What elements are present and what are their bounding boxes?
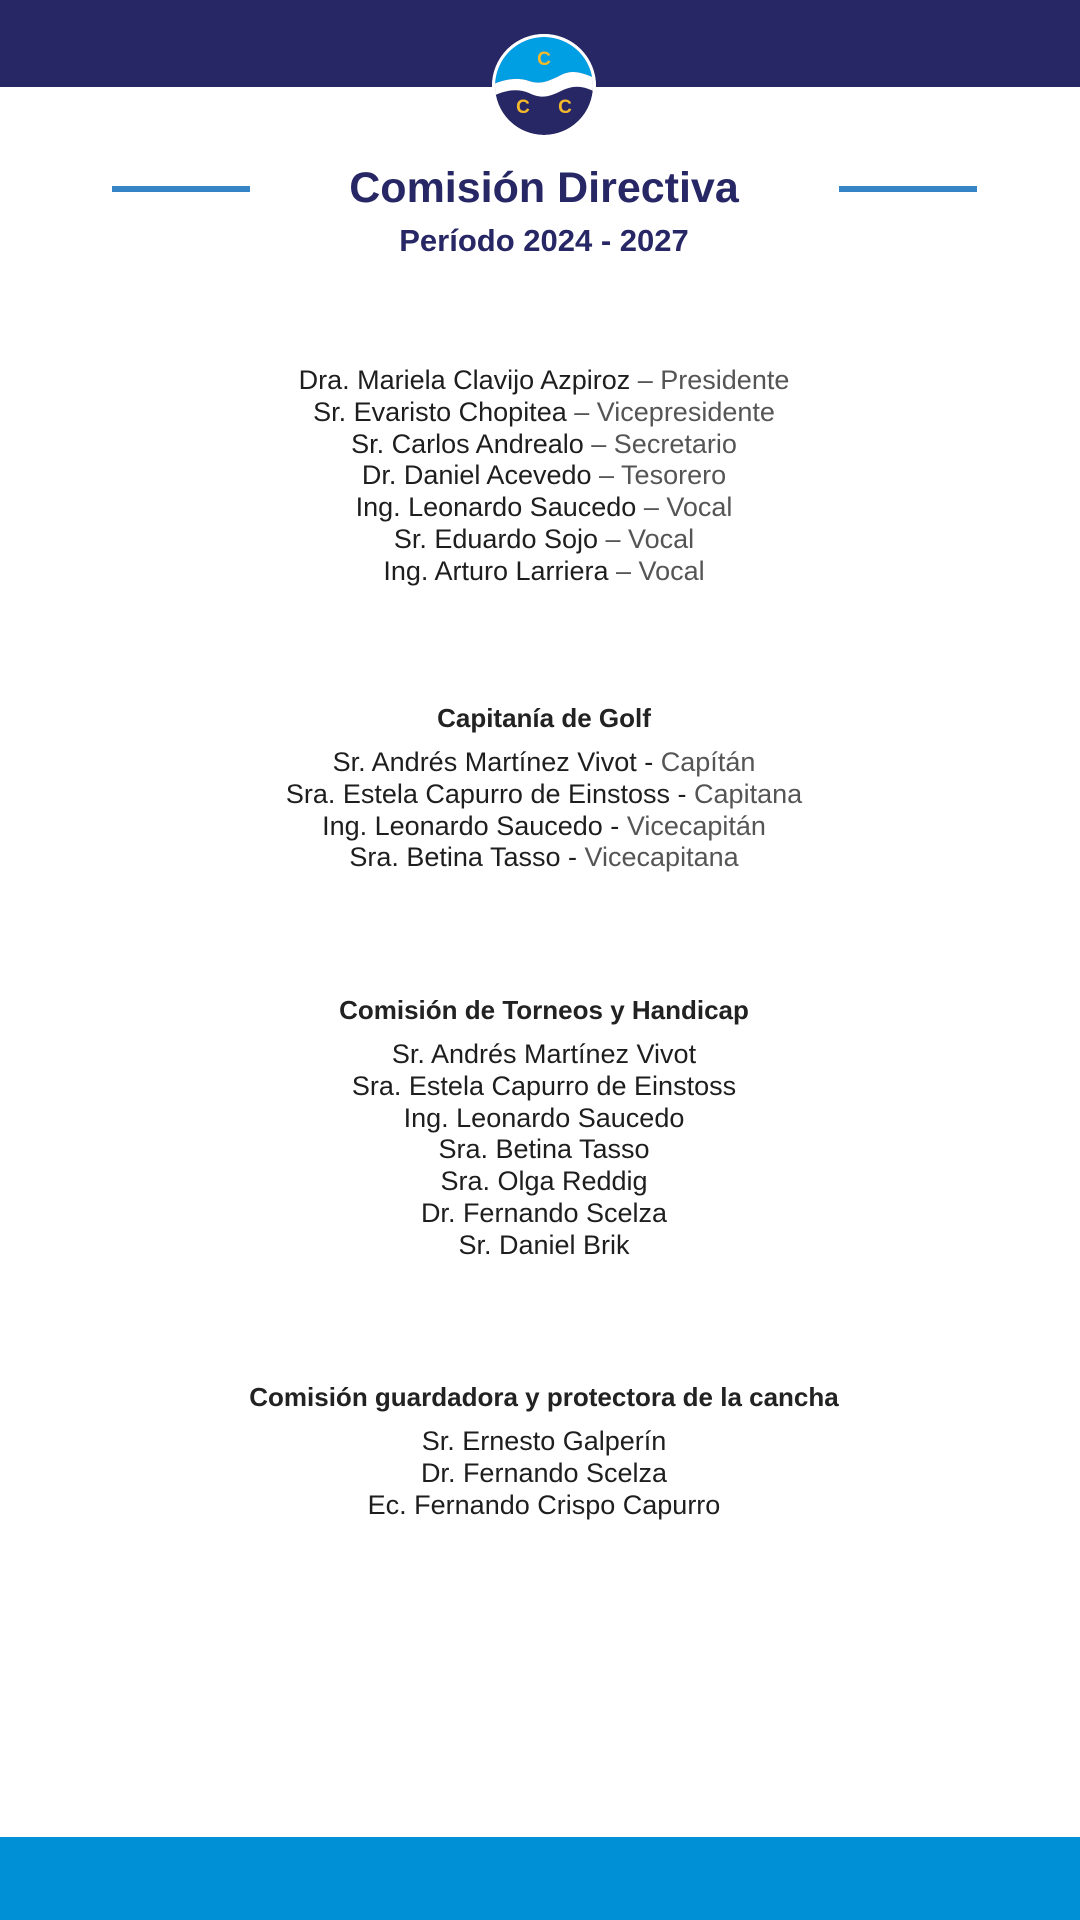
member-name: Dra. Mariela Clavijo Azpiroz xyxy=(298,365,631,395)
list-item: Dr. Fernando Scelza xyxy=(420,1457,668,1488)
member-name: Sra. Betina Tasso - xyxy=(349,842,577,873)
page-title: Comisión Directiva xyxy=(349,164,739,212)
member-name: Sr. Andrés Martínez Vivot - xyxy=(332,747,654,777)
period-subtitle: Período 2024 - 2027 xyxy=(399,223,689,258)
member-name: Sr. Carlos Andrealo xyxy=(351,428,584,459)
course-protection-section xyxy=(0,1380,1080,1521)
list-item xyxy=(0,747,1080,779)
list-item: Ec. Fernando Crispo Capurro xyxy=(367,1489,721,1520)
list-item: Sr. Andrés Martínez Vivot xyxy=(391,1039,697,1069)
member-role: Vicecapitana xyxy=(584,842,739,873)
member-role: – Tesorero xyxy=(599,460,727,491)
member-role: Vicecapitán xyxy=(626,810,766,841)
logo-letter-left: C xyxy=(516,97,530,118)
list-item xyxy=(0,460,1080,492)
member-name: Dr. Daniel Acevedo xyxy=(361,460,592,491)
member-role: – Presidente xyxy=(637,365,790,395)
list-item xyxy=(0,429,1080,461)
list-item: Dr. Fernando Scelza xyxy=(420,1197,668,1228)
section-heading: Capitanía de Golf xyxy=(437,703,651,733)
member-role: – Secretario xyxy=(591,428,737,459)
member-name: Sr. Eduardo Sojo xyxy=(393,523,599,554)
list-item xyxy=(0,397,1080,429)
board-members-list xyxy=(0,365,1080,588)
list-item: Sr. Daniel Brik xyxy=(458,1229,630,1260)
list-item xyxy=(0,811,1080,843)
member-role: – Vocal xyxy=(616,555,705,586)
list-item: Ing. Leonardo Saucedo xyxy=(403,1102,685,1133)
list-item: Sr. Ernesto Galperín xyxy=(421,1426,667,1456)
tournaments-handicap-section xyxy=(0,993,1080,1262)
member-role: – Vocal xyxy=(643,492,733,523)
member-name: Ing. Arturo Larriera xyxy=(383,555,609,586)
member-name: Ing. Leonardo Saucedo xyxy=(355,492,637,523)
list-item xyxy=(0,524,1080,556)
list-item: Sra. Olga Reddig xyxy=(440,1166,648,1197)
list-item: Sra. Betina Tasso xyxy=(438,1134,650,1165)
list-item: Sra. Estela Capurro de Einstoss xyxy=(351,1070,737,1101)
member-name: Sra. Estela Capurro de Einstoss - xyxy=(285,778,687,809)
member-role: Capitana xyxy=(694,778,803,809)
bottom-footer-band xyxy=(0,1837,1080,1920)
section-heading: Comisión de Torneos y Handicap xyxy=(339,995,749,1025)
member-role: Capítán xyxy=(660,747,756,777)
list-item xyxy=(0,365,1080,397)
club-logo xyxy=(491,33,597,139)
section-heading: Comisión guardadora y protectora de la cancha xyxy=(249,1382,839,1412)
member-role: – Vocal xyxy=(605,523,695,554)
list-item xyxy=(0,779,1080,811)
logo-emblem-icon xyxy=(491,33,597,139)
member-name: Sr. Evaristo Chopitea xyxy=(313,396,567,427)
member-role: – Vicepresidente xyxy=(574,396,775,427)
list-item xyxy=(0,842,1080,874)
logo-letter-right: C xyxy=(558,97,572,118)
list-item xyxy=(0,556,1080,588)
list-item xyxy=(0,492,1080,524)
member-name: Ing. Leonardo Saucedo - xyxy=(322,810,620,841)
logo-letter-top: C xyxy=(537,49,551,70)
golf-captaincy-section xyxy=(0,701,1080,874)
